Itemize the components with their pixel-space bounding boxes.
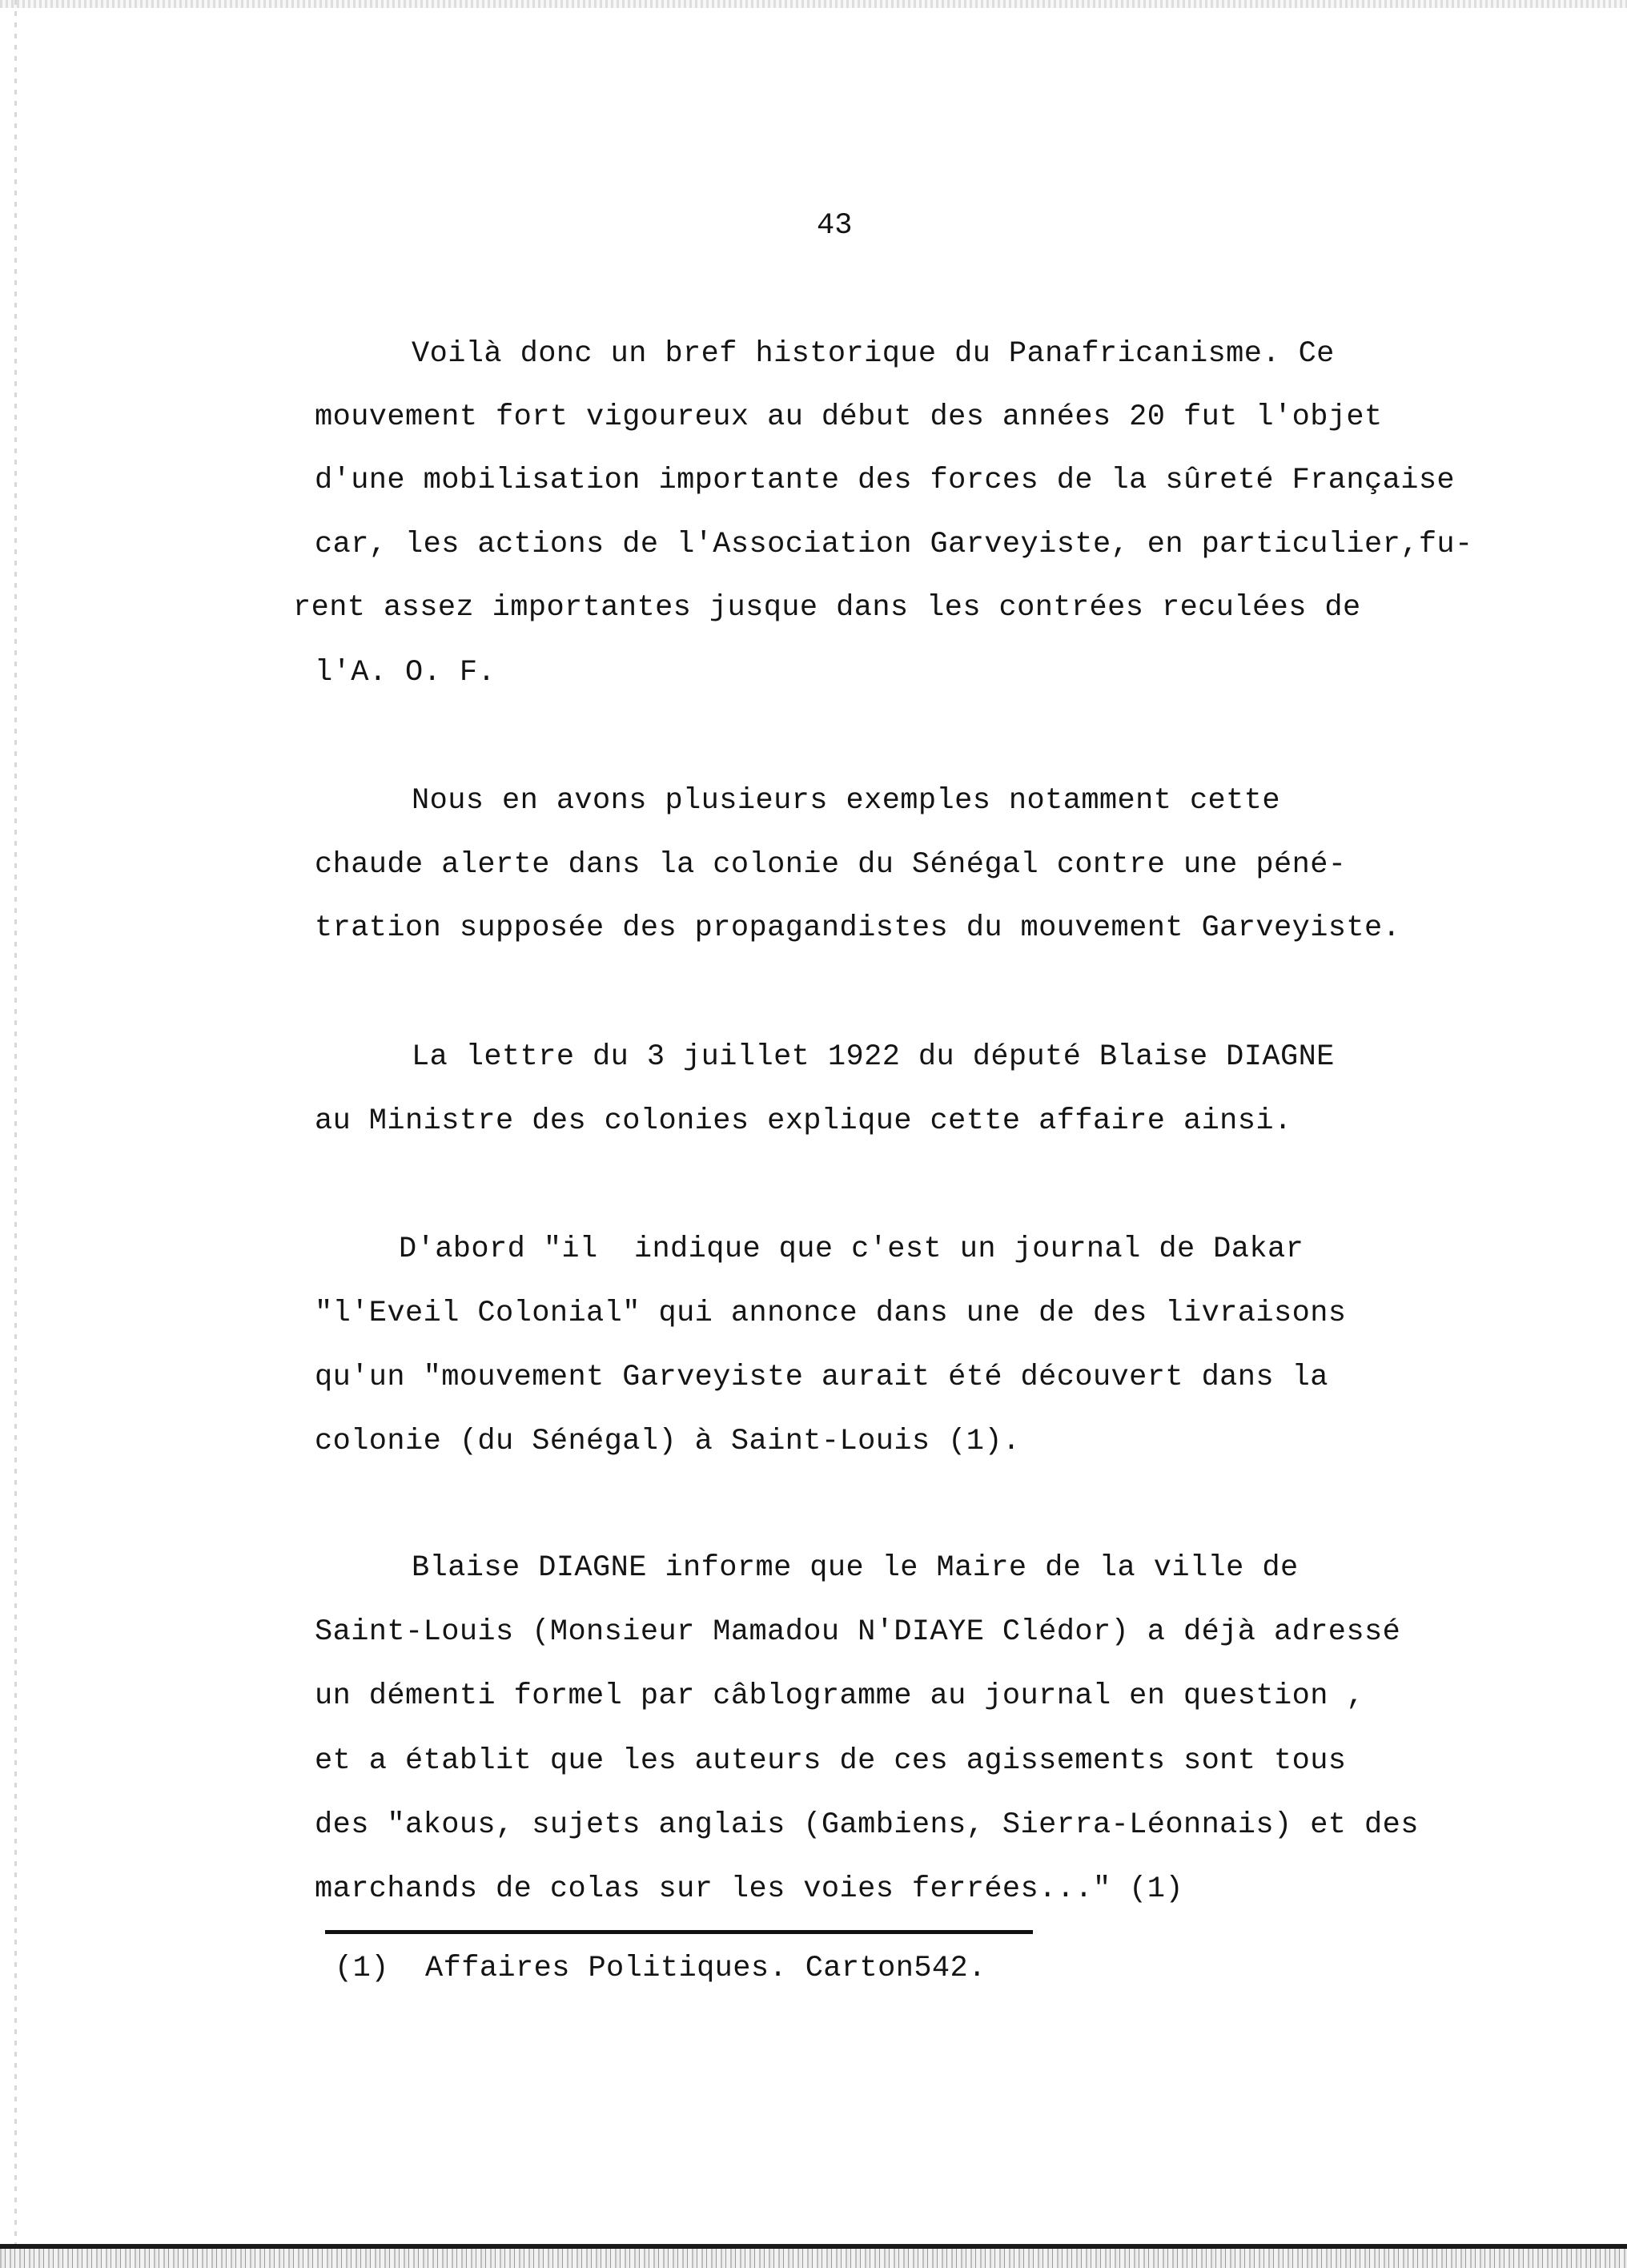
scan-edge-left xyxy=(14,0,17,2268)
paragraph-line: qu'un "mouvement Garveyiste aurait été découvert dans la xyxy=(315,1361,1328,1394)
paragraph-line: chaude alerte dans la colonie du Sénégal contre une péné- xyxy=(315,848,1347,882)
paragraph-line: Blaise DIAGNE informe que le Maire de la ville de xyxy=(412,1551,1299,1585)
paragraph-line: un démenti formel par câblogramme au journal en question , xyxy=(315,1679,1365,1713)
scan-edge-bottom xyxy=(0,2249,1627,2268)
page-number: 43 xyxy=(817,209,853,243)
paragraph-line: La lettre du 3 juillet 1922 du député Blaise DIAGNE xyxy=(412,1040,1335,1074)
paragraph-line: mouvement fort vigoureux au début des années 20 fut l'objet xyxy=(315,400,1383,434)
paragraph-line: marchands de colas sur les voies ferrées..." (1) xyxy=(315,1872,1183,1906)
paragraph-line: colonie (du Sénégal) à Saint-Louis (1). xyxy=(315,1425,1021,1458)
paragraph-line: rent assez importantes jusque dans les contrées reculées de xyxy=(293,591,1361,625)
paragraph-line: au Ministre des colonies explique cette affaire ainsi. xyxy=(315,1104,1292,1138)
paragraph-line: Nous en avons plusieurs exemples notamment cette xyxy=(412,784,1280,818)
footnote: (1) Affaires Politiques. Carton542. xyxy=(335,1952,986,1985)
paragraph-line: et a établit que les auteurs de ces agissements sont tous xyxy=(315,1744,1347,1778)
paragraph-line: "l'Eveil Colonial" qui annonce dans une de des livraisons xyxy=(315,1297,1347,1330)
footnote-separator xyxy=(325,1930,1033,1934)
paragraph-line: tration supposée des propagandistes du mouvement Garveyiste. xyxy=(315,911,1401,945)
paragraph-line: des "akous, sujets anglais (Gambiens, Sierra-Léonnais) et des xyxy=(315,1808,1419,1842)
paragraph-line: Voilà donc un bref historique du Panafricanisme. Ce xyxy=(412,337,1335,371)
paragraph-line: Saint-Louis (Monsieur Mamadou N'DIAYE Clédor) a déjà adressé xyxy=(315,1615,1401,1649)
paragraph-line: car, les actions de l'Association Garveyiste, en particulier,fu- xyxy=(315,528,1473,561)
paragraph-line: l'A. O. F. xyxy=(315,656,496,690)
scan-edge-top xyxy=(0,0,1627,8)
paragraph-line: D'abord "il indique que c'est un journal de Dakar xyxy=(399,1233,1304,1266)
paragraph-line: d'une mobilisation importante des forces de la sûreté Française xyxy=(315,464,1456,497)
